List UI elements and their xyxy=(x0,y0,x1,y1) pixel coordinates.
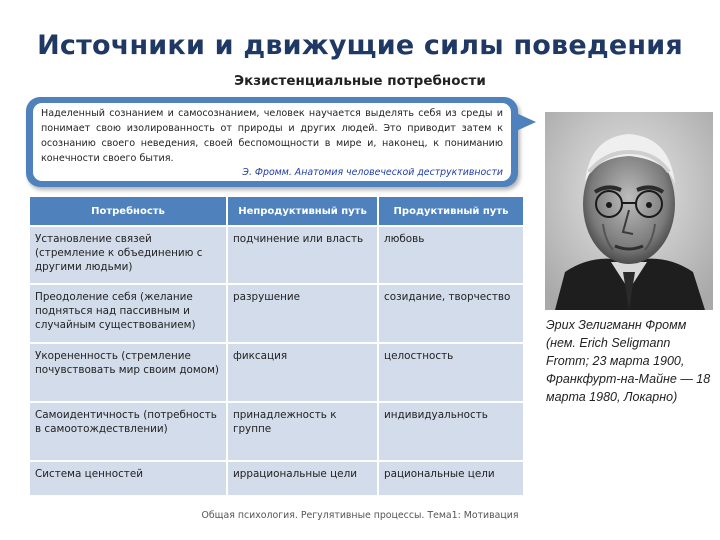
cell-unproductive: принадлежность к группе xyxy=(227,402,378,461)
callout-tail xyxy=(514,112,536,132)
cell-unproductive: разрушение xyxy=(227,284,378,343)
table-row xyxy=(30,343,524,402)
cell-need: Преодоление себя (желание подняться над пассивным и случайным существованием) xyxy=(30,284,227,343)
table-row xyxy=(30,284,524,343)
cell-need: Установление связей (стремление к объединению с другими людьми) xyxy=(30,226,227,284)
cell-productive: целостность xyxy=(378,343,524,402)
header-productive: Продуктивный путь xyxy=(378,197,524,226)
cell-need: Система ценностей xyxy=(30,461,227,495)
table-row xyxy=(30,461,524,495)
quote-body xyxy=(33,103,511,181)
table-row xyxy=(30,402,524,461)
quote-citation: Э. Фромм. Анатомия человеческой деструктивности xyxy=(242,167,503,178)
quote-text: Наделенный сознанием и самосознанием, человек научается выделять себя из среды и понимает свою изолированность от природы и других людей. Это приводит затем к осознанию своего неведения, своей беспомощности в мире и, наконец, к пониманию конечности своего бытия. xyxy=(41,108,503,164)
table-header-row xyxy=(30,197,524,226)
header-need: Потребность xyxy=(30,197,227,226)
slide-title: Источники и движущие силы поведения xyxy=(37,30,683,61)
cell-unproductive: фиксация xyxy=(227,343,378,402)
table-row xyxy=(30,226,524,284)
quote-callout xyxy=(26,97,518,187)
cell-unproductive: подчинение или власть xyxy=(227,226,378,284)
portrait-illustration xyxy=(545,112,713,310)
portrait-photo xyxy=(545,112,713,310)
cell-productive: индивидуальность xyxy=(378,402,524,461)
cell-need: Самоидентичность (потребность в самоотождествлении) xyxy=(30,402,227,461)
cell-productive: любовь xyxy=(378,226,524,284)
header-unproductive: Непродуктивный путь xyxy=(227,197,378,226)
portrait-caption: Эрих Зелигманн Фромм (нем. Erich Seligmann Fromm; 23 марта 1900, Франкфурт-на-Майне — 18 марта 1980, Локарно) xyxy=(546,318,711,404)
slide-footer: Общая психология. Регулятивные процессы. Тема1: Мотивация xyxy=(201,510,519,521)
slide-subtitle: Экзистенциальные потребности xyxy=(234,73,486,89)
cell-productive: рациональные цели xyxy=(378,461,524,495)
needs-table xyxy=(30,197,525,495)
cell-need: Укорененность (стремление почувствовать мир своим домом) xyxy=(30,343,227,402)
cell-unproductive: иррациональные цели xyxy=(227,461,378,495)
cell-productive: созидание, творчество xyxy=(378,284,524,343)
